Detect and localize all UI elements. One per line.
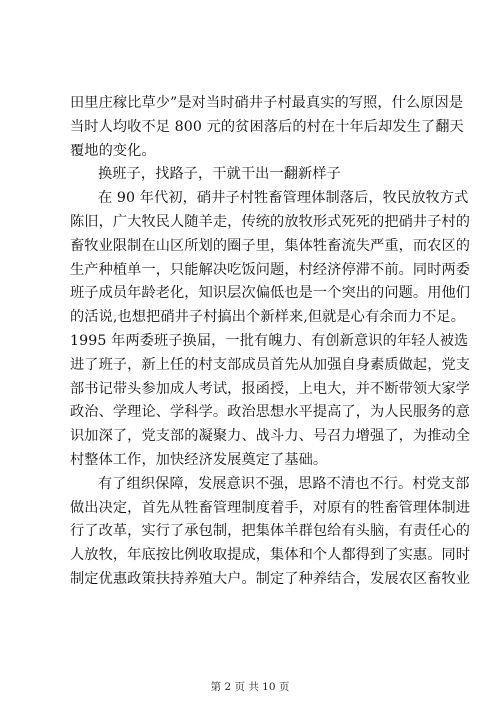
text-line: 人放牧，年底按比例收取提成，集体和个人都得到了实惠。同时 <box>70 547 471 564</box>
text-line: 1995 年两委班子换届，一批有魄力、有创新意识的年轻人被选 <box>70 332 469 349</box>
text-line: 有了组织保障，发展意识不强，思路不清也不行。村党支部 <box>98 475 470 492</box>
section-heading: 换班子，找路子，干就干出一翻新样子 <box>98 166 341 183</box>
text-line: 覆地的变化。 <box>70 142 156 159</box>
text-line: 田里庄稼比草少”是对当时硝井子村最真实的写照，什么原因是 <box>70 95 464 111</box>
text-line: 在 90 年代初，硝井子村牲畜管理体制落后，牧民放牧方式 <box>98 190 469 207</box>
text-line: 村整体工作，加快经济发展奠定了基础。 <box>70 451 328 468</box>
text-line: 生产种植单一，只能解决吃饭问题，村经济停滞不前。同时两委 <box>70 261 471 278</box>
text-line: 畜牧业限制在山区所划的圈子里，集体牲畜流失严重，而农区的 <box>70 237 471 254</box>
text-line: 识加深了，党支部的凝聚力、战斗力、号召力增强了，为推动全 <box>70 428 471 445</box>
page-number: 第 2 页 共 10 页 <box>210 681 290 693</box>
text-line: 当时人均收不足 800 元的贫困落后的村在十年后却发生了翻天 <box>70 118 464 135</box>
text-line: 政治、学理论、学科学。政治思想水平提高了，为人民服务的意 <box>70 404 471 421</box>
text-line: 进了班子，新上任的村支部成员首先从加强自身素质做起，党支 <box>70 356 471 373</box>
document-body <box>70 92 471 592</box>
text-line: 的活说,也想把硝井子村搞出个新样来,但就是心有余而力不足。 <box>70 309 465 326</box>
text-line: 陈旧，广大牧民人随羊走，传统的放牧形式死死的把硝井子村的 <box>70 213 471 230</box>
text-line: 班子成员年龄老化，知识层次偏低也是一个突出的问题。用他们 <box>70 285 471 302</box>
text-line: 制定优惠政策扶持养殖大户。制定了种养结合，发展农区畜牧业 <box>70 570 471 587</box>
text-line: 做出决定，首先从牲畜管理制度着手，对原有的牲畜管理体制进 <box>70 499 471 516</box>
text-line: 行了改革，实行了承包制，把集体羊群包给有头脑，有责任心的 <box>70 523 471 540</box>
text-line: 部书记带头参加成人考试，报函授，上电大，并不断带领大家学 <box>70 380 471 397</box>
